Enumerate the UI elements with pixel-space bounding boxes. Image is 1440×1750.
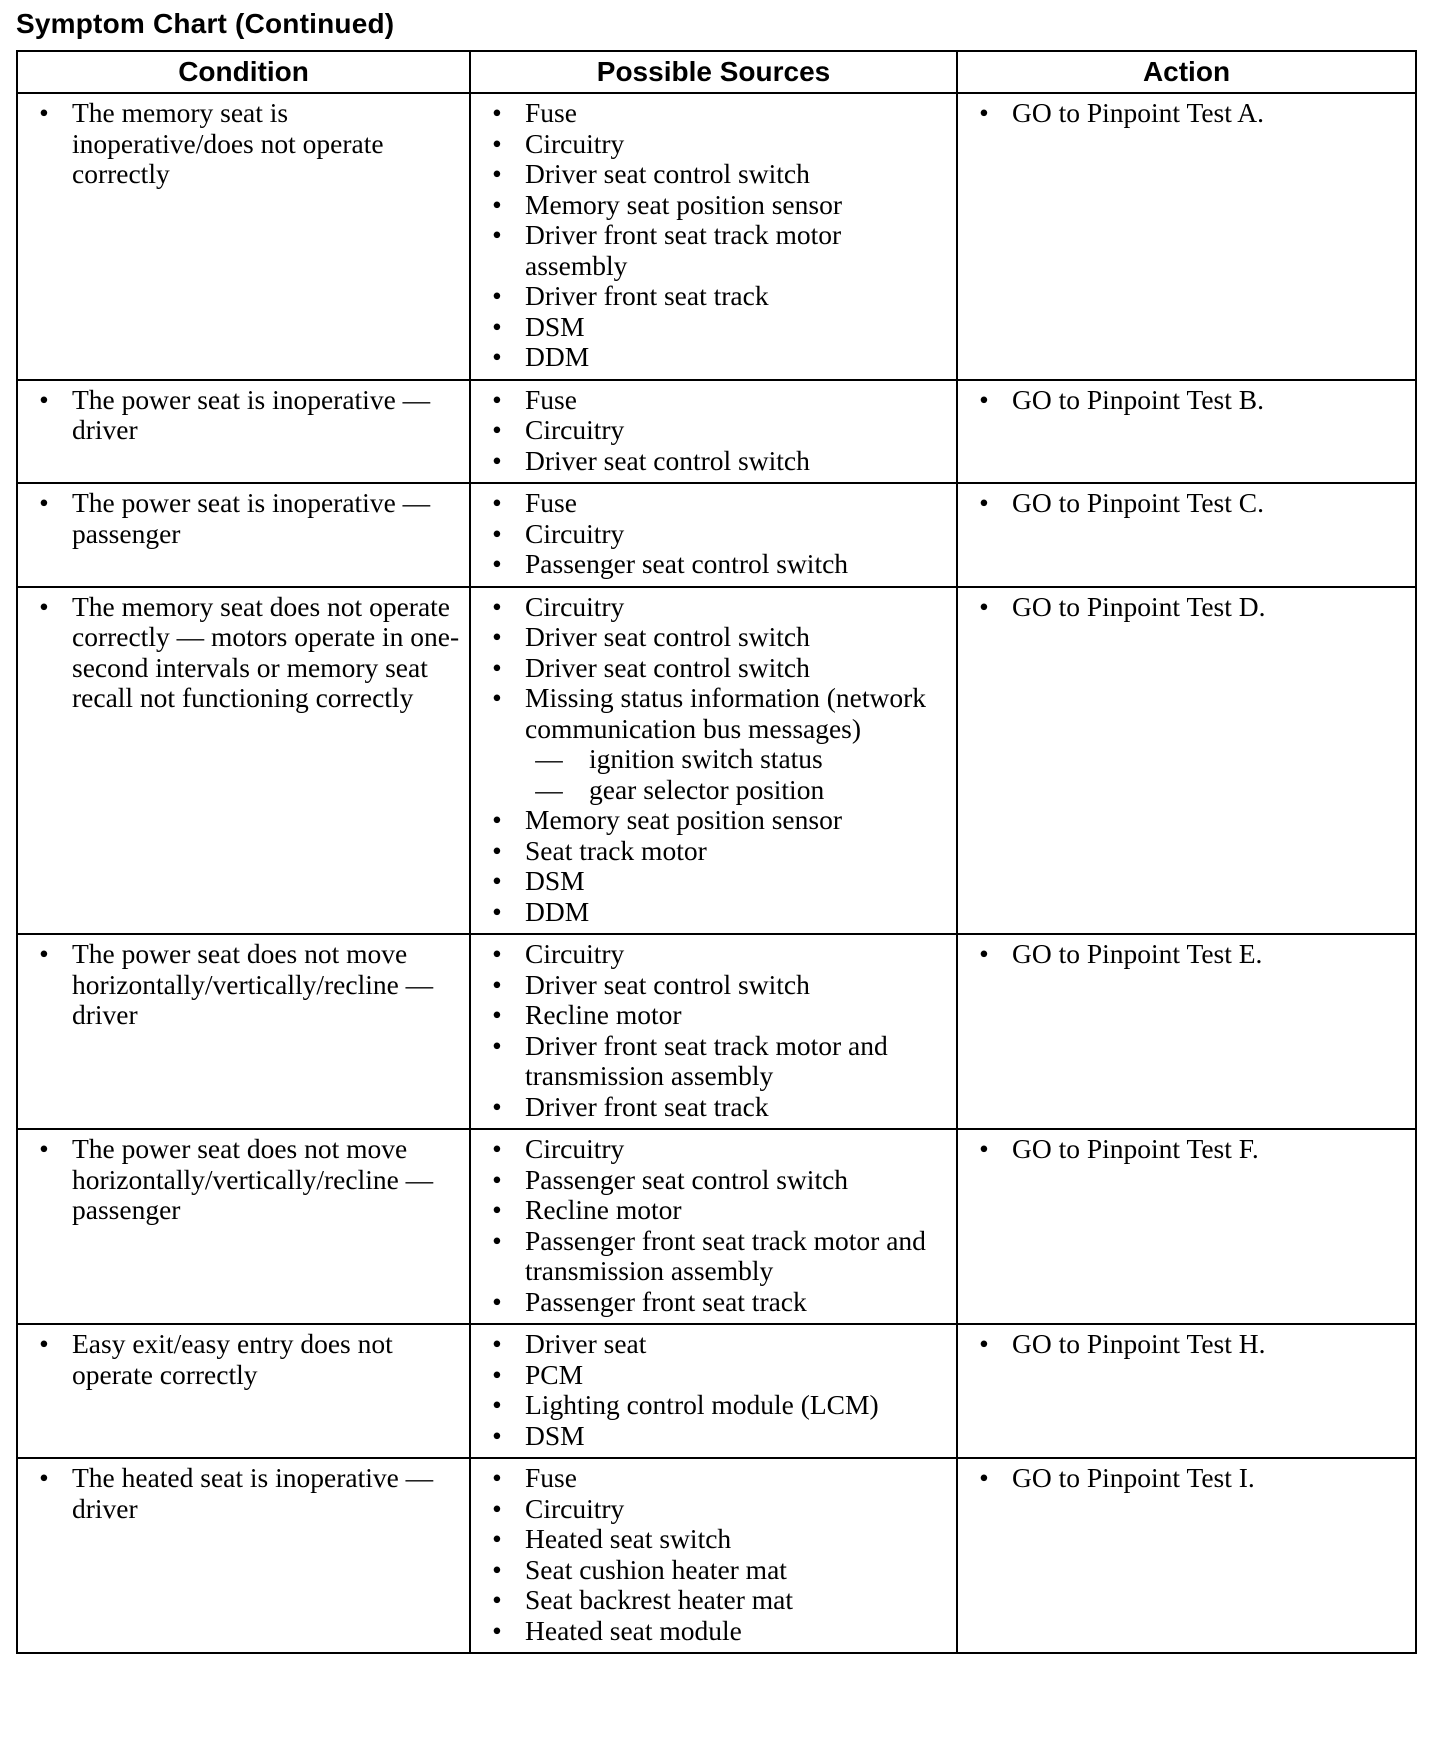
bullet-marker: • [979,1133,989,1164]
bullet-list [26,939,461,1031]
list-item [479,897,948,928]
source-item: Circuitry [525,1492,625,1524]
source-item: Driver front seat track motor and transmission assembly [525,1029,888,1091]
bullet-marker: • [492,621,502,652]
source-item: Circuitry [525,590,625,622]
table-row [17,1324,1416,1458]
source-item: DDM [525,895,590,927]
bullet-list [479,1463,948,1646]
bullet-list [479,1329,948,1451]
source-item: Seat track motor [525,834,707,866]
bullet-marker: • [492,1194,502,1225]
bullet-list [479,98,948,373]
action-cell [957,93,1416,380]
list-item [479,1165,948,1196]
bullet-list [479,1134,948,1317]
list-item [26,1463,461,1524]
source-item: Circuitry [525,127,625,159]
bullet-marker: • [492,414,502,445]
bullet-marker: • [492,280,502,311]
condition-text: Easy exit/easy entry does not operate correctly [72,1328,393,1390]
bullet-marker: • [492,383,502,415]
source-item: Driver front seat track [525,280,769,311]
list-item [479,653,948,684]
bullet-marker: • [39,1133,49,1164]
bullet-list [966,1329,1407,1360]
page-title: Symptom Chart (Continued) [16,8,395,39]
source-item: DSM [525,310,585,342]
list-item [479,1000,948,1031]
table-row [17,1458,1416,1653]
condition-cell [17,483,470,587]
list-item [479,385,948,416]
list-item [479,775,948,806]
bullet-marker: • [492,895,502,927]
source-item: Missing status information (network communication bus messages) [525,682,927,744]
bullet-marker: • [492,1285,502,1317]
dash-marker: — [535,743,563,774]
bullet-marker: • [979,97,989,128]
bullet-marker: • [492,1224,502,1256]
bullet-list [26,385,461,446]
bullet-list [479,939,948,1122]
condition-cell [17,93,470,380]
list-item [479,1092,948,1123]
bullet-marker: • [492,865,502,896]
action-cell [957,1129,1416,1324]
list-item [479,592,948,623]
bullet-marker: • [492,341,502,372]
possible-sources-cell [470,380,957,484]
source-item: Passenger seat control switch [525,548,849,579]
action-cell [957,1324,1416,1458]
list-item [26,592,461,714]
source-item: Driver seat control switch [525,444,810,476]
list-item [479,939,948,970]
bullet-marker: • [492,1553,502,1585]
action-cell [957,587,1416,935]
list-item [479,1031,948,1092]
list-item [966,1329,1407,1360]
possible-sources-cell [470,1458,957,1653]
bullet-marker: • [979,590,989,622]
bullet-list [26,1463,461,1524]
source-item: Passenger front seat track [525,1285,807,1317]
condition-cell [17,380,470,484]
source-item: Fuse [525,383,577,415]
list-item [479,622,948,653]
action-text: GO to Pinpoint Test I. [1012,1462,1255,1493]
action-cell [957,934,1416,1129]
bullet-list [966,1134,1407,1165]
possible-sources-cell [470,1129,957,1324]
bullet-list [966,98,1407,129]
possible-sources-cell [470,1324,957,1458]
condition-cell [17,1458,470,1653]
list-item [479,1287,948,1318]
table-row [17,93,1416,380]
source-item: Fuse [525,1462,577,1493]
bullet-marker: • [492,1358,502,1390]
bullet-marker: • [492,1328,502,1359]
bullet-list [966,385,1407,416]
list-item [26,488,461,549]
source-item: ignition switch status [589,743,823,774]
bullet-marker: • [492,999,502,1030]
bullet-marker: • [492,1614,502,1646]
bullet-marker: • [492,1584,502,1615]
condition-text: The power seat is inoperative — driver [72,383,431,445]
bullet-marker: • [492,310,502,342]
bullet-marker: • [492,487,502,518]
header-possible-sources: Possible Sources [470,51,957,93]
source-item: Memory seat position sensor [525,804,842,835]
bullet-marker: • [492,682,502,713]
list-item [479,1616,948,1647]
bullet-marker: • [492,444,502,476]
condition-text: The memory seat does not operate correctly — motors operate in one-second intervals or memory seat recall not functioning correctly [72,590,460,713]
list-item [479,220,948,281]
source-item: Driver seat control switch [525,651,810,683]
list-item [479,1494,948,1525]
source-item: Driver seat control switch [525,968,810,1000]
condition-cell [17,1129,470,1324]
symptom-chart-table [16,50,1417,1654]
bullet-marker: • [979,1328,989,1359]
bullet-marker: • [492,219,502,250]
table-row [17,1129,1416,1324]
dash-marker: — [535,773,563,805]
bullet-marker: • [39,383,49,415]
list-item [966,385,1407,416]
source-item: Circuitry [525,414,625,445]
list-item [479,970,948,1001]
action-text: GO to Pinpoint Test B. [1012,383,1264,415]
bullet-marker: • [492,834,502,866]
action-cell [957,483,1416,587]
condition-cell [17,587,470,935]
bullet-marker: • [492,1389,502,1420]
list-item [479,312,948,343]
bullet-list [26,98,461,190]
bullet-marker: • [492,97,502,128]
list-item [479,1555,948,1586]
bullet-marker: • [492,1523,502,1554]
list-item [479,281,948,312]
source-item: Recline motor [525,999,682,1030]
bullet-list [479,488,948,580]
header-condition: Condition [17,51,470,93]
source-item: Fuse [525,97,577,128]
bullet-marker: • [979,938,989,969]
bullet-list [966,488,1407,519]
source-item: DDM [525,341,590,372]
list-item [26,385,461,446]
table-row [17,380,1416,484]
condition-cell [17,1324,470,1458]
bullet-list [26,488,461,549]
action-text: GO to Pinpoint Test D. [1012,590,1266,622]
bullet-marker: • [492,1462,502,1493]
list-item [479,519,948,550]
source-item: Passenger front seat track motor and transmission assembly [525,1224,926,1286]
action-text: GO to Pinpoint Test F. [1012,1133,1259,1164]
list-item [479,342,948,373]
list-item [479,415,948,446]
table-row [17,587,1416,935]
condition-cell [17,934,470,1129]
table-row [17,483,1416,587]
list-item [479,1585,948,1616]
table-row [17,934,1416,1129]
bullet-marker: • [492,158,502,189]
table-body [17,93,1416,1653]
list-item [479,683,948,744]
list-item [966,1134,1407,1165]
source-item: gear selector position [589,773,825,805]
list-item [479,488,948,519]
list-item [966,592,1407,623]
source-item: Seat cushion heater mat [525,1553,787,1585]
list-item [26,939,461,1031]
source-item: Driver front seat track motor assembly [525,219,842,281]
list-item [479,190,948,221]
condition-text: The power seat is inoperative — passenger [72,487,431,549]
list-item [479,836,948,867]
list-item [479,1329,948,1360]
source-item: Driver seat control switch [525,621,810,652]
bullet-list [966,939,1407,970]
bullet-list [26,592,461,714]
source-item: DSM [525,1419,585,1451]
list-item [479,1463,948,1494]
bullet-marker: • [39,938,49,969]
source-item: Driver front seat track [525,1090,769,1122]
bullet-list [966,592,1407,623]
condition-text: The power seat does not move horizontally/vertically/recline — passenger [72,1133,434,1225]
source-item: Seat backrest heater mat [525,1584,793,1615]
condition-text: The memory seat is inoperative/does not operate correctly [72,97,384,189]
bullet-marker: • [39,1328,49,1359]
list-item [479,1421,948,1452]
bullet-marker: • [492,1492,502,1524]
list-item [479,98,948,129]
source-item: Memory seat position sensor [525,188,842,220]
possible-sources-cell [470,934,957,1129]
source-item: Lighting control module (LCM) [525,1389,879,1420]
bullet-marker: • [979,487,989,518]
header-action: Action [957,51,1416,93]
list-item [479,159,948,190]
action-cell [957,380,1416,484]
list-item [26,98,461,190]
action-cell [957,1458,1416,1653]
possible-sources-cell [470,587,957,935]
source-item: DSM [525,865,585,896]
bullet-marker: • [492,651,502,683]
bullet-marker: • [492,968,502,1000]
bullet-marker: • [492,1133,502,1164]
bullet-marker: • [492,1163,502,1195]
source-item: Circuitry [525,938,625,969]
bullet-marker: • [492,590,502,622]
condition-text: The power seat does not move horizontally/vertically/recline — driver [72,938,434,1030]
list-item [479,446,948,477]
list-item [479,1390,948,1421]
condition-text: The heated seat is inoperative — driver [72,1462,434,1524]
list-item [479,129,948,160]
bullet-marker: • [492,1029,502,1061]
bullet-marker: • [492,127,502,159]
list-item [479,805,948,836]
bullet-marker: • [492,188,502,220]
source-item: Driver seat control switch [525,158,810,189]
bullet-marker: • [492,804,502,835]
list-item [966,939,1407,970]
bullet-marker: • [39,1462,49,1493]
bullet-list [479,592,948,928]
bullet-list [479,385,948,477]
source-item: Heated seat module [525,1614,742,1646]
source-item: PCM [525,1358,584,1390]
list-item [479,866,948,897]
list-item [479,1360,948,1391]
list-item [479,1226,948,1287]
possible-sources-cell [470,483,957,587]
bullet-marker: • [39,97,49,128]
bullet-marker: • [492,938,502,969]
source-item: Circuitry [525,517,625,549]
bullet-marker: • [492,1419,502,1451]
source-item: Recline motor [525,1194,682,1225]
bullet-marker: • [39,487,49,518]
list-item [966,488,1407,519]
bullet-list [966,1463,1407,1494]
list-item [966,98,1407,129]
list-item [26,1134,461,1226]
list-item [26,1329,461,1390]
action-text: GO to Pinpoint Test H. [1012,1328,1266,1359]
action-text: GO to Pinpoint Test A. [1012,97,1264,128]
action-text: GO to Pinpoint Test C. [1012,487,1264,518]
list-item [479,1195,948,1226]
list-item [479,549,948,580]
bullet-list [26,1134,461,1226]
list-item [479,1134,948,1165]
action-text: GO to Pinpoint Test E. [1012,938,1263,969]
bullet-marker: • [492,1090,502,1122]
bullet-marker: • [492,548,502,579]
source-item: Circuitry [525,1133,625,1164]
table-header-row [17,51,1416,93]
source-item: Fuse [525,487,577,518]
bullet-marker: • [492,517,502,549]
bullet-marker: • [979,1462,989,1493]
source-item: Passenger seat control switch [525,1163,849,1195]
list-item [966,1463,1407,1494]
list-item [479,1524,948,1555]
source-item: Driver seat [525,1328,647,1359]
list-item [479,744,948,775]
bullet-marker: • [39,590,49,622]
bullet-list [26,1329,461,1390]
bullet-marker: • [979,383,989,415]
source-item: Heated seat switch [525,1523,732,1554]
possible-sources-cell [470,93,957,380]
